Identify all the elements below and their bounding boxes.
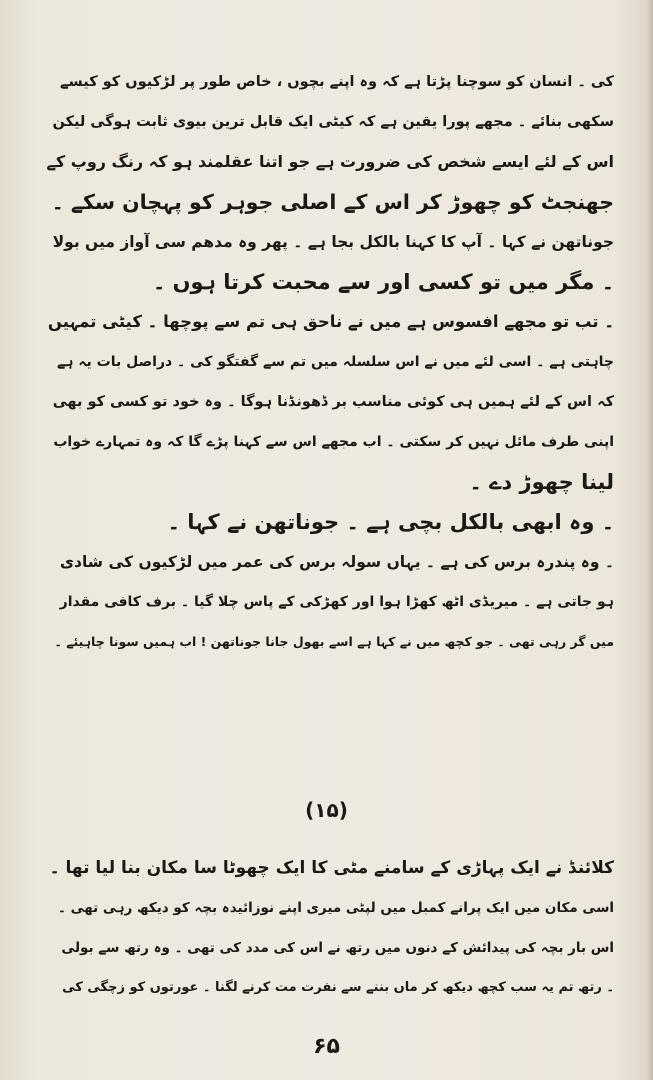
text-line: ۔ رتھ تم یہ سب کچھ دیکھ کر ماں بننے سے نفرت مت کرنے لگنا ۔ عورتوں کو زچگی کی (62, 980, 614, 995)
page-number: ۶۵ (313, 1034, 340, 1059)
text-line: جھنجٹ کو چھوڑ کر اس کے اصلی جوہر کو پہچان سکے ۔ (51, 190, 614, 214)
text-line: اس بار بچہ کی پیدائش کے دنوں میں رتھ نے اس کی مدد کی تھی ۔ وہ رتھ سے بولی (61, 940, 614, 956)
section-number: (۱۵) (305, 798, 348, 822)
text-line: ۔ مگر میں تو کسی اور سے محبت کرتا ہوں ۔ (152, 270, 614, 294)
text-line: اس کے لئے ایسے شخص کی ضرورت ہے جو اتنا عقلمند ہو کہ رنگ روپ کے (46, 152, 614, 171)
text-line: اپنی طرف مائل نہیں کر سکتی ۔ اب مجھے اس سے کہنا پڑے گا کہ وہ تمہارے خواب (53, 434, 614, 450)
text-line: لینا چھوڑ دے ۔ (469, 470, 614, 494)
text-line: جوناتھن نے کہا ۔ آپ کا کہنا بالکل بجا ہے ۔ پھر وہ مدھم سی آواز میں بولا (52, 233, 614, 251)
text-line: ۔ وہ پندرہ برس کی ہے ۔ یہاں سولہ برس کی عمر میں لڑکیوں کی شادی (59, 553, 614, 571)
text-line: میں گر رہی تھی ۔ جو کچھ میں نے کہا ہے اسے بھول جانا جوناتھن ! اب ہمیں سونا چاہیئے ۔ (54, 634, 614, 649)
text-line: ہو جاتی ہے ۔ میریڈی اٹھ کھڑا ہوا اور کھڑکی کے پاس چلا گیا ۔ برف کافی مقدار (59, 594, 614, 610)
text-line: کہ اس کے لئے ہمیں ہی کوئی مناسب بر ڈھونڈنا ہوگا ۔ وہ خود تو کسی کو بھی (52, 394, 614, 410)
text-line: ۔ تب تو مجھے افسوس ہے میں نے ناحق ہی تم سے پوچھا ۔ کیٹی تمہیں (47, 312, 614, 331)
text-line: کلائنڈ نے ایک پہاڑی کے سامنے مٹی کا ایک چھوٹا سا مکان بنا لیا تھا ۔ (49, 858, 614, 878)
text-line: چاہتی ہے ۔ اسی لئے میں نے اس سلسلہ میں تم سے گفتگو کی ۔ دراصل بات یہ ہے (57, 354, 614, 370)
text-line: ۔ وہ ابھی بالکل بچی ہے ۔ جوناتھن نے کہا ۔ (167, 510, 614, 534)
text-line: اسی مکان میں ایک پرانے کمبل میں لپٹی میری اپنے نوزائیدہ بچہ کو دیکھ رہی تھی ۔ (57, 900, 614, 916)
text-block-top (46, 62, 614, 662)
text-block-bottom (46, 848, 614, 1008)
text-line: سکھی بنائے ۔ مجھے پورا یقین ہے کہ کیٹی ایک قابل ترین بیوی ثابت ہوگی لیکن (52, 114, 614, 130)
text-line: کی ۔ انسان کو سوچنا پڑتا ہے کہ وہ اپنے بچوں ، خاص طور پر لڑکیوں کو کیسے (60, 74, 614, 90)
page-edge-shadow (647, 0, 653, 1080)
